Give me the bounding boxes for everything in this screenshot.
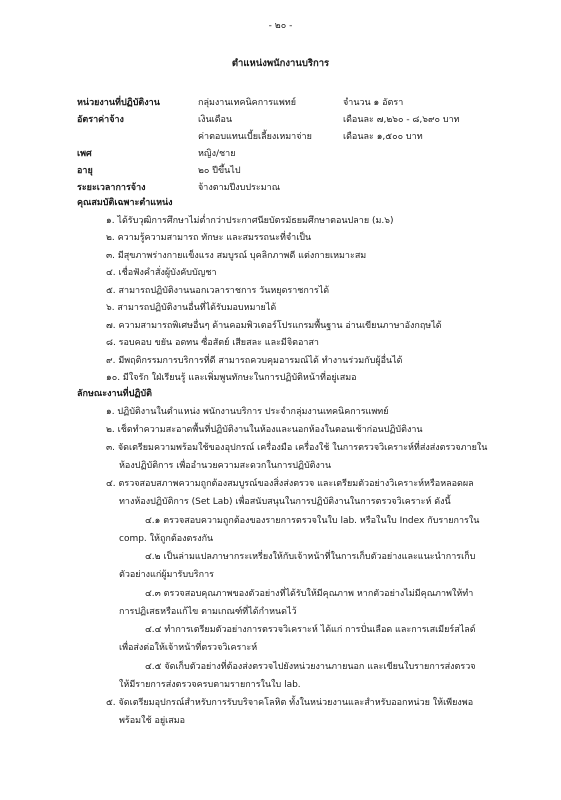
duty-item: ๒. เช็ดทำความสะอาดพื้นที่ปฏิบัติงานในห้องและนอกห้องในตอนเช้าก่อนปฏิบัติงาน bbox=[106, 425, 423, 435]
term-label: ระยะเวลาการจ้าง bbox=[77, 183, 146, 193]
allowance-value: เดือนละ ๑,๕๐๐ บาท bbox=[343, 132, 423, 142]
wage-label: อัตราค่าจ้าง bbox=[77, 115, 124, 125]
agency-value: กลุ่มงานเทคนิคการแพทย์ bbox=[198, 98, 296, 108]
duty-item-continuation: ห้องปฏิบัติการ เพื่ออำนวยความสะดวกในการปฏิบัติงาน bbox=[119, 461, 332, 471]
duty-item-continuation: พร้อมใช้ อยู่เสมอ bbox=[119, 716, 186, 726]
qualification-item: ๗. ความสามารถพิเศษอื่นๆ ด้านคอมพิวเตอร์โปรแกรมพื้นฐาน อ่านเขียนภาษาอังกฤษได้ bbox=[106, 321, 442, 331]
subduty-continuation: ตัวอย่างแก่ผู้มารับบริการ bbox=[119, 570, 214, 580]
sex-value: หญิง/ชาย bbox=[198, 149, 236, 159]
subduty-continuation: การปฏิเสธหรือแก้ไข ตามเกณฑ์ที่ได้กำหนดไว้ bbox=[119, 607, 297, 617]
term-value: จ้างตามปีงบประมาณ bbox=[198, 183, 281, 193]
duty-item: ๓. จัดเตรียมความพร้อมใช้ของอุปกรณ์ เครื่องมือ เครื่องใช้ ในการตรวจวิเคราะห์ที่ส่งส่งตรวจภายใน bbox=[106, 443, 488, 453]
subduty-item: ๔.๔ ทำการเตรียมตัวอย่างการตรวจวิเคราะห์ ได้แก่ การปั่นเลือด และการเสเมียร์สไลด์ bbox=[145, 625, 476, 635]
subduty-continuation: เพื่อส่งต่อให้เจ้าหน้าที่ตรวจวิเคราะห์ bbox=[119, 643, 258, 653]
subduty-item: ๔.๒ เป็นล่ามแปลภาษากระเหรี่ยงให้กับเจ้าหน้าที่ในการเก็บตัวอย่างและแนะนำการเก็บ bbox=[145, 552, 476, 562]
qualification-item: ๖. สามารถปฏิบัติงานอื่นที่ได้รับมอบหมายได้ bbox=[106, 303, 277, 313]
duty-item: ๔. ตรวจสอบสภาพความถูกต้องสมบูรณ์ของสิ่งส่งตรวจ และเตรียมตัวอย่างวิเคราะห์หรือหลอดผล bbox=[106, 479, 474, 489]
qualification-item: ๘. รอบคอบ ขยัน อดทน ซื่อสัตย์ เสียสละ และมีจิตอาสา bbox=[106, 338, 319, 348]
duty-item: ๑. ปฏิบัติงานในตำแหน่ง พนักงานบริการ ประจำกลุ่มงานเทคนิคการแพทย์ bbox=[106, 407, 389, 417]
age-value: ๒๐ ปีขึ้นไป bbox=[198, 166, 241, 176]
subduty-continuation: comp. ให้ถูกต้องตรงกัน bbox=[119, 534, 214, 544]
subduty-item: ๔.๓ ตรวจสอบคุณภาพของตัวอย่างที่ได้รับให้มีคุณภาพ หากตัวอย่างไม่มีคุณภาพให้ทำ bbox=[145, 589, 474, 599]
sex-label: เพศ bbox=[77, 149, 92, 159]
duties-heading: ลักษณะงานที่ปฏิบัติ bbox=[77, 389, 152, 399]
salary-value: เดือนละ ๗,๒๖๐ - ๘,๖๙๐ บาท bbox=[343, 115, 460, 125]
subduty-item: ๔.๑ ตรวจสอบความถูกต้องของรายการตรวจในใบ lab. หรือในใบ Index กับรายการใน bbox=[145, 516, 480, 526]
qualification-item: ๓. มีสุขภาพร่างกายแข็งแรง สมบูรณ์ บุคลิกภาพดี แต่งกายเหมาะสม bbox=[106, 251, 367, 261]
age-label: อายุ bbox=[77, 166, 93, 176]
duty-item: ๕. จัดเตรียมอุปกรณ์สำหรับการรับบริจาคโลหิต ทั้งในหน่วยงานและสำหรับออกหน่วย ให้เพียงพอ bbox=[106, 698, 474, 708]
qualification-item: ๒. ความรู้ความสามารถ ทักษะ และสมรรถนะที่จำเป็น bbox=[106, 233, 312, 243]
position-count: จำนวน ๑ อัตรา bbox=[343, 98, 404, 108]
subduty-item: ๔.๕ จัดเก็บตัวอย่างที่ต้องส่งตรวจไปยังหน่วยงานภายนอก และเขียนใบรายการส่งตรวจ bbox=[145, 662, 476, 672]
qualification-item: ๔. เชื่อฟังคำสั่งผู้บังคับบัญชา bbox=[106, 268, 217, 278]
qualification-item: ๑. ได้รับวุฒิการศึกษาไม่ต่ำกว่าประกาศนียบัตรมัธยมศึกษาตอนปลาย (ม.๖) bbox=[106, 216, 394, 226]
qualification-item: ๙. มีพฤติกรรมการบริการที่ดี สามารถควบคุมอารมณ์ได้ ทำงานร่วมกับผู้อื่นได้ bbox=[106, 356, 403, 366]
qualifications-heading: คุณสมบัติเฉพาะตำแหน่ง bbox=[77, 198, 173, 208]
page-title: ตำแหน่งพนักงานบริการ bbox=[231, 58, 330, 69]
page-number: - ๒๐ - bbox=[268, 21, 293, 31]
duty-item-continuation: ทางห้องปฏิบัติการ (Set Lab) เพื่อสนับสนุนในการปฏิบัติงานในการตรวจวิเคราะห์ ดังนี้ bbox=[119, 497, 451, 507]
agency-label: หน่วยงานที่ปฏิบัติงาน bbox=[77, 98, 160, 108]
allowance-label: ค่าตอบแทนเบี้ยเลี้ยงเหมาจ่าย bbox=[198, 132, 312, 142]
salary-label: เงินเดือน bbox=[198, 115, 233, 125]
qualification-item: ๕. สามารถปฏิบัติงานนอกเวลาราชการ วันหยุดราชการได้ bbox=[106, 286, 330, 296]
qualification-item: ๑๐. มีใจรัก ใฝ่เรียนรู้ และเพิ่มพูนทักษะในการปฏิบัติหน้าที่อยู่เสมอ bbox=[106, 373, 357, 383]
subduty-continuation: ให้มีรายการส่งตรวจครบตามรายการในใบ lab. bbox=[119, 680, 301, 690]
